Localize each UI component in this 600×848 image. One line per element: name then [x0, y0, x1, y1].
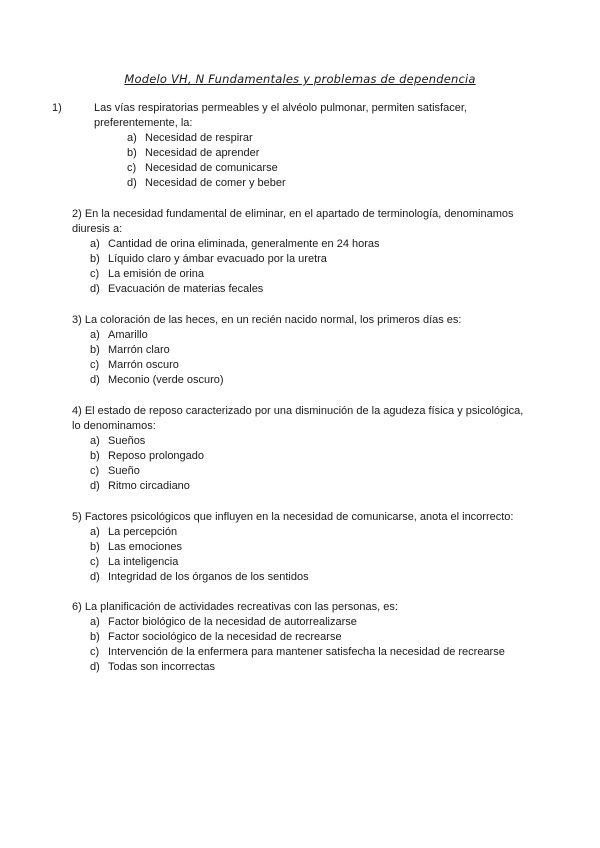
option-c	[90, 464, 532, 479]
option-c	[90, 645, 532, 660]
option-text: La inteligencia	[108, 556, 179, 568]
option-text: Marrón claro	[108, 344, 170, 356]
option-text: Factor biológico de la necesidad de autorrealizarse	[108, 616, 357, 628]
option-letter: c)	[90, 465, 100, 477]
option-letter: c)	[90, 646, 100, 658]
option-letter: d)	[127, 177, 137, 189]
option-text: Reposo prolongado	[108, 450, 205, 462]
question-1	[52, 101, 532, 191]
question-6	[72, 600, 532, 675]
question-4	[72, 404, 532, 494]
option-d	[127, 176, 532, 191]
page-title: Modelo VH, N Fundamentales y problemas de dependencia	[124, 72, 476, 86]
option-letter: d)	[90, 374, 100, 386]
option-text: Ritmo circadiano	[108, 480, 190, 492]
option-letter: b)	[90, 541, 100, 553]
option-letter: b)	[90, 344, 100, 356]
option-text: Necesidad de comunicarse	[145, 162, 278, 174]
option-letter: c)	[90, 359, 100, 371]
question-text: Las vías respiratorias permeables y el alvéolo pulmonar, permiten satisfacer, preferentemente, la:	[94, 102, 467, 129]
options-list	[72, 328, 532, 388]
option-c	[90, 358, 532, 373]
option-letter: a)	[90, 526, 100, 538]
option-c	[90, 555, 532, 570]
option-text: La emisión de orina	[108, 268, 205, 280]
option-letter: a)	[90, 238, 100, 250]
option-letter: b)	[90, 631, 100, 643]
option-letter: d)	[90, 571, 100, 583]
question-number: 1)	[52, 102, 62, 114]
option-d	[90, 660, 532, 675]
question-text: 2) En la necesidad fundamental de eliminar, en el apartado de terminología, denominamos diuresis a:	[72, 208, 514, 235]
question-2	[72, 207, 532, 297]
question-text: 3) La coloración de las heces, en un recién nacido normal, los primeros días es:	[72, 314, 462, 326]
question-stem	[52, 101, 532, 131]
option-b	[90, 343, 532, 358]
question-5	[72, 510, 532, 585]
option-d	[90, 479, 532, 494]
option-letter: b)	[90, 450, 100, 462]
option-letter: c)	[127, 162, 137, 174]
option-text: Sueños	[108, 435, 146, 447]
option-d	[90, 373, 532, 388]
option-text: Líquido claro y ámbar evacuado por la uretra	[108, 253, 327, 265]
option-letter: b)	[127, 147, 137, 159]
option-text: La percepción	[108, 526, 178, 538]
option-text: Cantidad de orina eliminada, generalmente en 24 horas	[108, 238, 380, 250]
option-letter: d)	[90, 480, 100, 492]
option-letter: c)	[90, 268, 100, 280]
option-text: Factor sociológico de la necesidad de recrearse	[108, 631, 342, 643]
option-letter: b)	[90, 253, 100, 265]
option-text: Necesidad de respirar	[145, 132, 253, 144]
options-list	[72, 434, 532, 494]
options-list	[72, 131, 532, 191]
question-text: 6) La planificación de actividades recreativas con las personas, es:	[72, 601, 398, 613]
option-text: Evacuación de materias fecales	[108, 283, 264, 295]
option-letter: d)	[90, 661, 100, 673]
option-text: Amarillo	[108, 329, 148, 341]
option-text: Intervención de la enfermera para mantener satisfecha la necesidad de recrearse	[108, 646, 505, 658]
option-d	[90, 570, 532, 585]
option-text: Necesidad de aprender	[145, 147, 260, 159]
option-a	[90, 434, 532, 449]
options-list	[72, 237, 532, 297]
options-list	[72, 615, 532, 675]
option-letter: c)	[90, 556, 100, 568]
option-b	[90, 540, 532, 555]
option-d	[90, 282, 532, 297]
option-a	[90, 525, 532, 540]
option-text: Sueño	[108, 465, 140, 477]
question-3	[72, 313, 532, 388]
option-a	[127, 131, 532, 146]
question-text: 5) Factores psicológicos que influyen en la necesidad de comunicarse, anota el incorrecto:	[72, 511, 514, 523]
option-text: Meconio (verde oscuro)	[108, 374, 224, 386]
option-letter: a)	[90, 616, 100, 628]
option-b	[90, 449, 532, 464]
option-c	[90, 267, 532, 282]
option-text: Necesidad de comer y beber	[145, 177, 286, 189]
option-text: Marrón oscuro	[108, 359, 179, 371]
option-text: Todas son incorrectas	[108, 661, 215, 673]
option-a	[90, 237, 532, 252]
option-letter: a)	[127, 132, 137, 144]
options-list	[72, 525, 532, 585]
option-b	[127, 146, 532, 161]
option-text: Integridad de los órganos de los sentidos	[108, 571, 309, 583]
option-letter: d)	[90, 283, 100, 295]
option-c	[127, 161, 532, 176]
option-a	[90, 615, 532, 630]
option-b	[90, 630, 532, 645]
option-letter: a)	[90, 435, 100, 447]
option-b	[90, 252, 532, 267]
option-letter: a)	[90, 329, 100, 341]
option-a	[90, 328, 532, 343]
question-text: 4) El estado de reposo caracterizado por una disminución de la agudeza física y psicológica, lo denominamos:	[72, 405, 524, 432]
option-text: Las emociones	[108, 541, 182, 553]
